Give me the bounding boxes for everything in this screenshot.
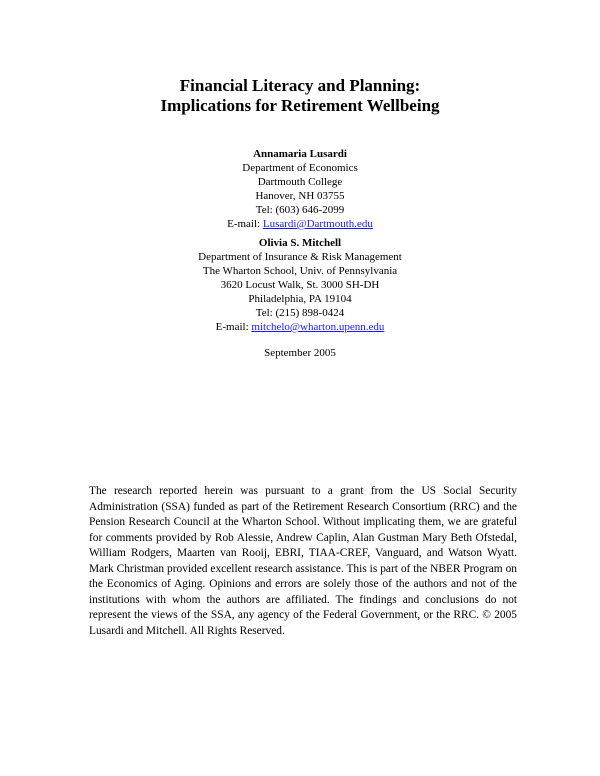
email-link-mitchell[interactable]: mitchelo@wharton.upenn.edu <box>251 321 385 333</box>
author-city: Philadelphia, PA 19104 <box>248 293 352 305</box>
title-line-1: Financial Literacy and Planning: <box>179 76 421 95</box>
email-link-lusardi[interactable]: Lusardi@Dartmouth.edu <box>262 218 373 230</box>
author-department: Department of Economics <box>242 162 358 174</box>
author-name: Olivia S. Mitchell <box>258 237 342 249</box>
author-address: Hanover, NH 03755 <box>255 190 345 202</box>
author-department: Department of Insurance & Risk Management <box>198 251 402 263</box>
author-name: Annamaria Lusardi <box>253 148 347 160</box>
author-address: 3620 Locust Walk, St. 3000 SH-DH <box>220 279 380 291</box>
email-prefix: E-mail: <box>227 218 263 230</box>
author-institution: Dartmouth College <box>257 176 343 188</box>
author-institution: The Wharton School, Univ. of Pennsylvania <box>202 265 398 277</box>
email-prefix: E-mail: <box>215 321 252 333</box>
paper-date: September 2005 <box>264 347 336 359</box>
acknowledgement-paragraph: The research reported herein was pursuant to a grant from the US Social Security Administration (SSA) funded as part of the Retirement Research Consortium (RRC) and the Pension Research Council at the Wharton School. Without implicating them, we are grateful for comments provided by Rob Alessie, Andrew Caplin, Alan Gustman Mary Beth Ofstedal, William Rodgers, Maarten van Rooij, EBRI, TIAA-CREF, Vanguard, and Watson Wyatt. Mark Christman provided excellent research assistance. This is part of the NBER Program on the Economics of Aging. Opinions and errors are solely those of the authors and not of the institutions with whom the authors are affiliated. The findings and conclusions do not represent the views of the SSA, any agency of the Federal Government, or the RRC. © 2005 Lusardi and Mitchell. All Rights Reserved. <box>89 485 517 637</box>
author-email-line <box>0 320 600 334</box>
author-block-lusardi <box>0 147 600 231</box>
author-block-mitchell <box>0 236 600 334</box>
page-title <box>0 76 600 116</box>
author-phone: Tel: (603) 646-2099 <box>255 204 345 216</box>
author-phone: Tel: (215) 898-0424 <box>255 307 345 319</box>
author-email-line <box>0 217 600 231</box>
title-line-2: Implications for Retirement Wellbeing <box>160 96 440 115</box>
